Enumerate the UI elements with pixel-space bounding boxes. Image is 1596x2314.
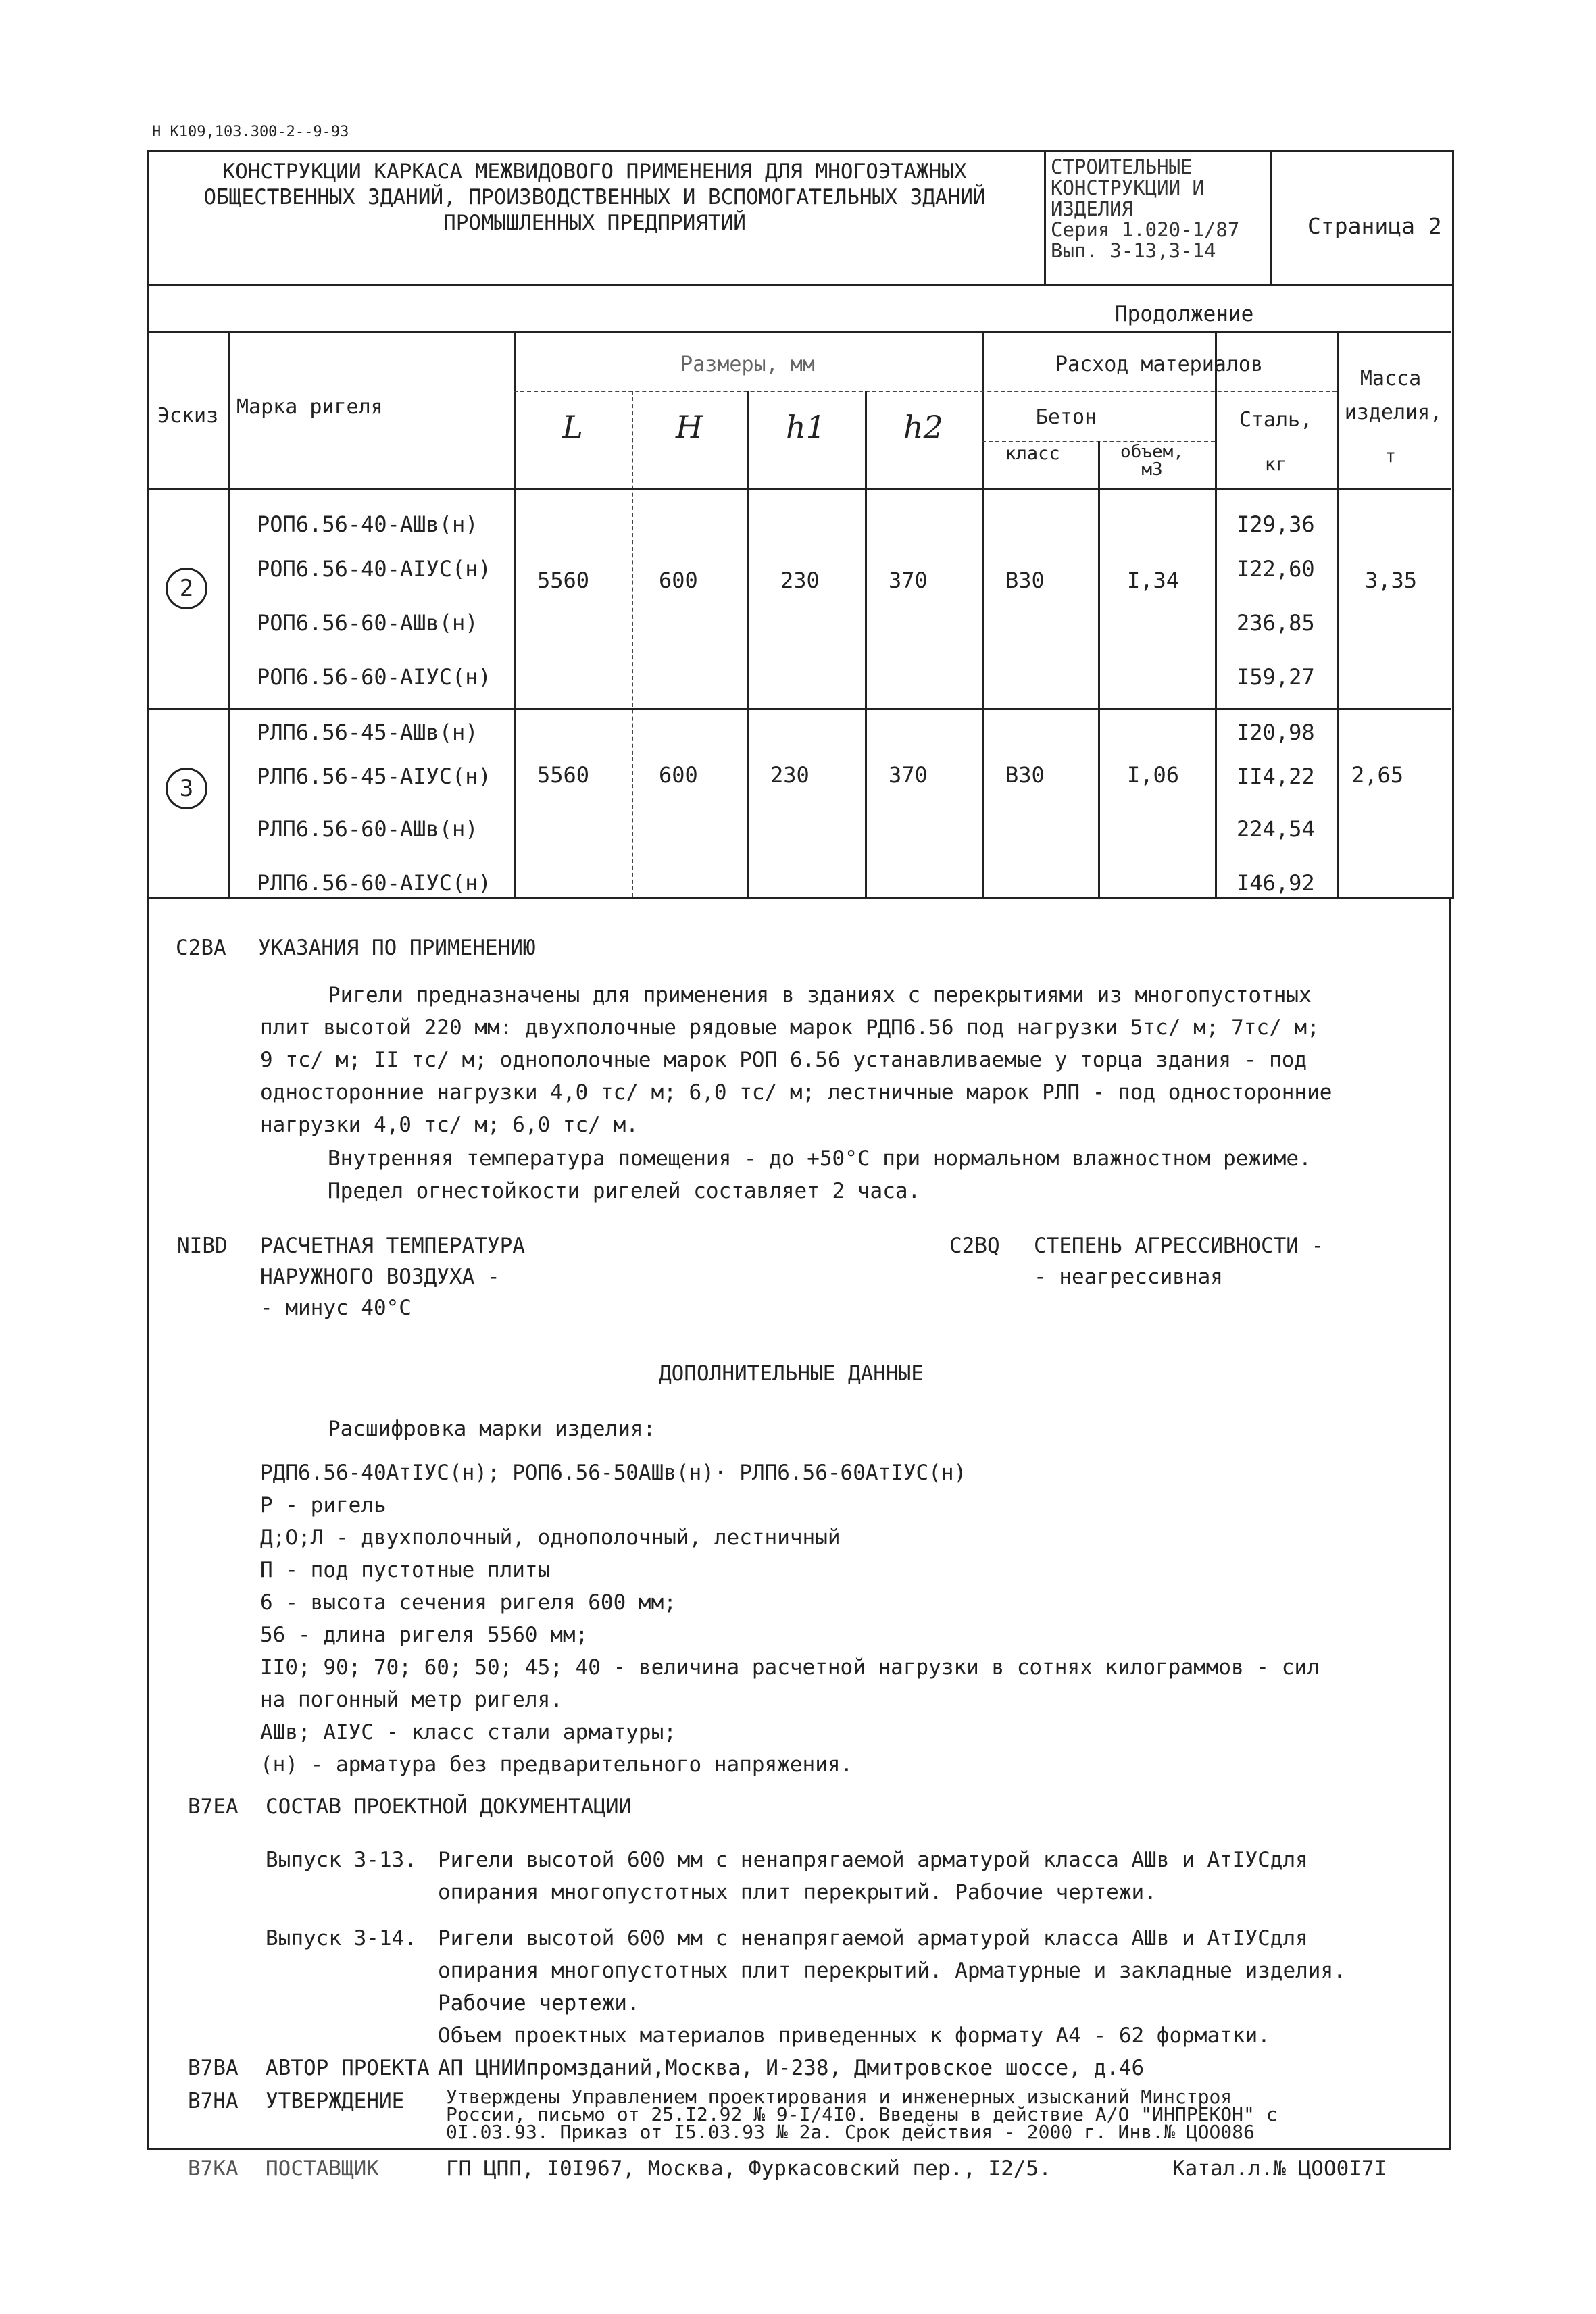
supplier-label: ПОСТАВЩИК <box>266 2157 379 2181</box>
value-h2-1: 370 <box>889 568 928 593</box>
col-line-h2 <box>865 391 867 897</box>
header-mark: Марка ригеля <box>236 395 383 419</box>
title-line-1: КОНСТРУКЦИИ КАРКАСА МЕЖВИДОВОГО ПРИМЕНЕНИЯ ДЛЯ МНОГОЭТАЖНЫХ <box>222 159 967 184</box>
header-steel-unit: кг <box>1264 454 1287 475</box>
series-line-3: ИЗДЕЛИЯ <box>1051 197 1134 220</box>
sketch-number-3: 3 <box>166 768 207 809</box>
temperature-line-3: - минус 40°С <box>260 1296 412 1320</box>
instructions-code: С2ВА <box>176 936 226 960</box>
value-h2-2: 370 <box>889 762 928 788</box>
title-line-3: ПРОМЫШЛЕННЫХ ПРЕДПРИЯТИЙ <box>443 211 746 235</box>
issue-2-line-2: опирания многопустотных плит перекрытий. Арматурные и закладные изделия. <box>438 1959 1346 1983</box>
instructions-heading: УКАЗАНИЯ ПО ПРИМЕНЕНИЮ <box>258 936 536 960</box>
mark-row-7: РЛП6.56-60-АШв(н) <box>257 816 478 842</box>
issue-1-label: Выпуск 3-13. <box>266 1848 417 1872</box>
series-block <box>1051 157 1239 261</box>
issue-1-line-1: Ригели высотой 600 мм с ненапрягаемой арматурой класса АШв и АтIУСдля <box>438 1848 1308 1872</box>
issue-2-label: Выпуск 3-14. <box>266 1926 417 1951</box>
author-text: АП ЦНИИпромзданий,Москва, И-238, Дмитровское шоссе, д.46 <box>438 2056 1145 2080</box>
value-mass-2: 2,65 <box>1351 762 1404 788</box>
value-steel-1-2: I22,60 <box>1237 556 1315 582</box>
col-line-volume <box>1098 441 1100 897</box>
mark-row-8: РЛП6.56-60-АIУС(н) <box>257 870 491 896</box>
issue-1-line-2: опирания многопустотных плит перекрытий. Рабочие чертежи. <box>438 1880 1157 1905</box>
title-divider-2 <box>1270 150 1272 284</box>
header-steel: Сталь, <box>1239 408 1313 432</box>
value-H-1: 600 <box>659 568 698 593</box>
value-steel-1-4: I59,27 <box>1237 664 1315 690</box>
instructions-line-3: 9 тс/ м; II тс/ м; однополочные марок РОП 6.56 устанавливаемые у торца здания - под <box>260 1048 1307 1072</box>
value-h1-1: 230 <box>780 568 820 593</box>
page-right-border <box>1449 897 1451 2148</box>
series-line-5: Вып. 3-13,3-14 <box>1051 239 1216 262</box>
header-class: класс <box>1005 443 1060 464</box>
approval-label: УТВЕРЖДЕНИЕ <box>266 2089 405 2113</box>
mark-row-1: РОП6.56-40-АШв(н) <box>257 511 478 537</box>
decode-line-5: 6 - высота сечения ригеля 600 мм; <box>260 1590 676 1615</box>
issue-2-line-1: Ригели высотой 600 мм с ненапрягаемой арматурой класса АШв и АтIУСдля <box>438 1926 1308 1951</box>
value-steel-1-3: 236,85 <box>1237 610 1315 636</box>
value-steel-2-4: I46,92 <box>1237 870 1315 896</box>
header-H: H <box>675 409 703 445</box>
decode-line-3: Д;О;Л - двухполочный, однополочный, лестничный <box>260 1526 841 1550</box>
series-line-1: СТРОИТЕЛЬНЫЕ <box>1051 155 1193 178</box>
header-dimensions: Размеры, мм <box>680 353 815 376</box>
decode-line-4: П - под пустотные плиты <box>260 1558 551 1582</box>
group-divider-line <box>147 708 1451 710</box>
page-label: Страница 2 <box>1307 213 1442 239</box>
document-code: Н К109,103.300-2--9-93 <box>152 124 349 141</box>
approval-code: В7НА <box>188 2089 239 2113</box>
value-h1-2: 230 <box>770 762 809 788</box>
aggressiveness-line-1: СТЕПЕНЬ АГРЕССИВНОСТИ - <box>1034 1234 1324 1258</box>
continuation-label: Продолжение <box>1115 302 1254 326</box>
author-label: АВТОР ПРОЕКТА <box>266 2056 430 2080</box>
header-mass: Масса <box>1360 367 1422 391</box>
title-divider-1 <box>1044 150 1046 284</box>
sketch-number-2: 2 <box>166 568 207 609</box>
col-line-sketch <box>228 333 230 899</box>
value-steel-2-2: II4,22 <box>1237 763 1315 789</box>
decode-line-7: II0; 90; 70; 60; 50; 45; 40 - величина расчетной нагрузки в сотнях килограммов - сил <box>260 1655 1320 1680</box>
mark-row-6: РЛП6.56-45-АIУС(н) <box>257 763 491 789</box>
approval-line-1: Утверждены Управлением проектирования и инженерных изысканий Минстроя <box>446 2086 1232 2108</box>
mark-row-2: РОП6.56-40-АIУС(н) <box>257 556 491 582</box>
mark-row-5: РЛП6.56-45-АШв(н) <box>257 720 478 745</box>
instructions-line-5: нагрузки 4,0 тс/ м; 6,0 тс/ м. <box>260 1113 639 1137</box>
value-steel-2-1: I20,98 <box>1237 720 1315 745</box>
document-title <box>152 159 1037 236</box>
documentation-heading: СОСТАВ ПРОЕКТНОЙ ДОКУМЕНТАЦИИ <box>266 1794 632 1819</box>
series-line-4: Серия 1.020-1/87 <box>1051 218 1240 241</box>
title-line-2: ОБЩЕСТВЕННЫХ ЗДАНИЙ, ПРОИЗВОДСТВЕННЫХ И ВСПОМОГАТЕЛЬНЫХ ЗДАНИЙ <box>203 185 986 209</box>
additional-heading: ДОПОЛНИТЕЛЬНЫЕ ДАННЫЕ <box>659 1361 924 1386</box>
header-L: L <box>562 409 583 445</box>
decode-line-2: Р - ригель <box>260 1493 386 1517</box>
header-concrete: Бетон <box>1035 405 1097 429</box>
col-line-h <box>632 391 633 897</box>
aggressiveness-code: С2ВQ <box>949 1234 1000 1258</box>
header-h2: h2 <box>903 409 943 445</box>
page-left-border <box>147 897 149 2148</box>
supplier-text: ГП ЦПП, I0I967, Москва, Фуркасовский пер., I2/5. <box>446 2157 1051 2181</box>
supplier-code: В7КА <box>188 2157 239 2181</box>
aggressiveness-line-2: - неагрессивная <box>1034 1265 1223 1289</box>
decode-line-9: АШв; АIУС - класс стали арматуры; <box>260 1720 676 1744</box>
mark-row-4: РОП6.56-60-АIУС(н) <box>257 664 491 690</box>
header-sketch: Эскиз <box>157 404 219 428</box>
decode-line-8: на погонный метр ригеля. <box>260 1688 563 1712</box>
value-L-2: 5560 <box>537 762 590 788</box>
issue-2-line-3: Рабочие чертежи. <box>438 1991 640 2015</box>
documentation-code: В7ЕА <box>188 1794 239 1819</box>
series-line-2: КОНСТРУКЦИИ И <box>1051 176 1204 199</box>
temperature-code: NIBD <box>177 1234 228 1258</box>
header-h1: h1 <box>786 409 826 445</box>
value-class-2: В30 <box>1005 762 1045 788</box>
approval-line-2: России, письмо от 25.I2.92 № 9-I/4I0. Введены в действие А/О "ИНПРЕКОН" с <box>446 2103 1278 2126</box>
instructions-line-7: Предел огнестойкости ригелей составляет 2 часа. <box>328 1179 921 1203</box>
temperature-line-2: НАРУЖНОГО ВОЗДУХА - <box>260 1265 500 1289</box>
volume-line: Объем проектных материалов приведенных к формату А4 - 62 форматки. <box>438 2023 1270 2048</box>
value-mass-1: 3,35 <box>1365 568 1418 593</box>
supplier-catalog: Катал.л.№ ЦОО0I7I <box>1172 2157 1387 2181</box>
decode-line-1: РДП6.56-40АтIУС(н); РОП6.56-50АШв(н)· РЛП6.56-60АтIУС(н) <box>260 1461 967 1485</box>
instructions-line-6: Внутренняя температура помещения - до +50°С при нормальном влажностном режиме. <box>328 1147 1312 1171</box>
continuation-line <box>147 331 1451 333</box>
temperature-line-1: РАСЧЕТНАЯ ТЕМПЕРАТУРА <box>260 1234 525 1258</box>
instructions-line-4: односторонние нагрузки 4,0 тс/ м; 6,0 тс/ м; лестничные марок РЛП - под односторонние <box>260 1080 1332 1105</box>
value-volume-2: I,06 <box>1127 762 1180 788</box>
value-steel-2-3: 224,54 <box>1237 816 1315 842</box>
supplier-top-line <box>147 2148 1451 2150</box>
decode-line-6: 56 - длина ригеля 5560 мм; <box>260 1623 589 1647</box>
value-volume-1: I,34 <box>1127 568 1180 593</box>
value-class-1: В30 <box>1005 568 1045 593</box>
col-line-h1 <box>747 391 749 897</box>
approval-line-3: 0I.03.93. Приказ от I5.03.93 № 2а. Срок действия - 2000 г. Инв.№ ЦОО086 <box>446 2121 1255 2143</box>
hdr-sub-line-1 <box>514 391 1337 392</box>
header-consumption: Расход материалов <box>1055 353 1264 376</box>
value-steel-1-1: I29,36 <box>1237 511 1315 537</box>
value-L-1: 5560 <box>537 568 590 593</box>
header-mass-2: изделия, <box>1344 401 1443 424</box>
instructions-line-1: Ригели предназначены для применения в зданиях с перекрытиями из многопустотных <box>328 983 1312 1007</box>
value-H-2: 600 <box>659 762 698 788</box>
decode-line-10: (н) - арматура без предварительного напряжения. <box>260 1753 853 1777</box>
decode-title: Расшифровка марки изделия: <box>328 1417 656 1441</box>
header-bottom-line <box>147 488 1451 490</box>
instructions-line-2: плит высотой 220 мм: двухполочные рядовые марок РДП6.56 под нагрузки 5тс/ м; 7тс/ м; <box>260 1015 1320 1040</box>
header-volume: объем, м3 <box>1120 442 1184 480</box>
author-code: В7ВА <box>188 2056 239 2080</box>
mark-row-3: РОП6.56-60-АШв(н) <box>257 610 478 636</box>
header-mass-unit: т <box>1385 446 1397 467</box>
